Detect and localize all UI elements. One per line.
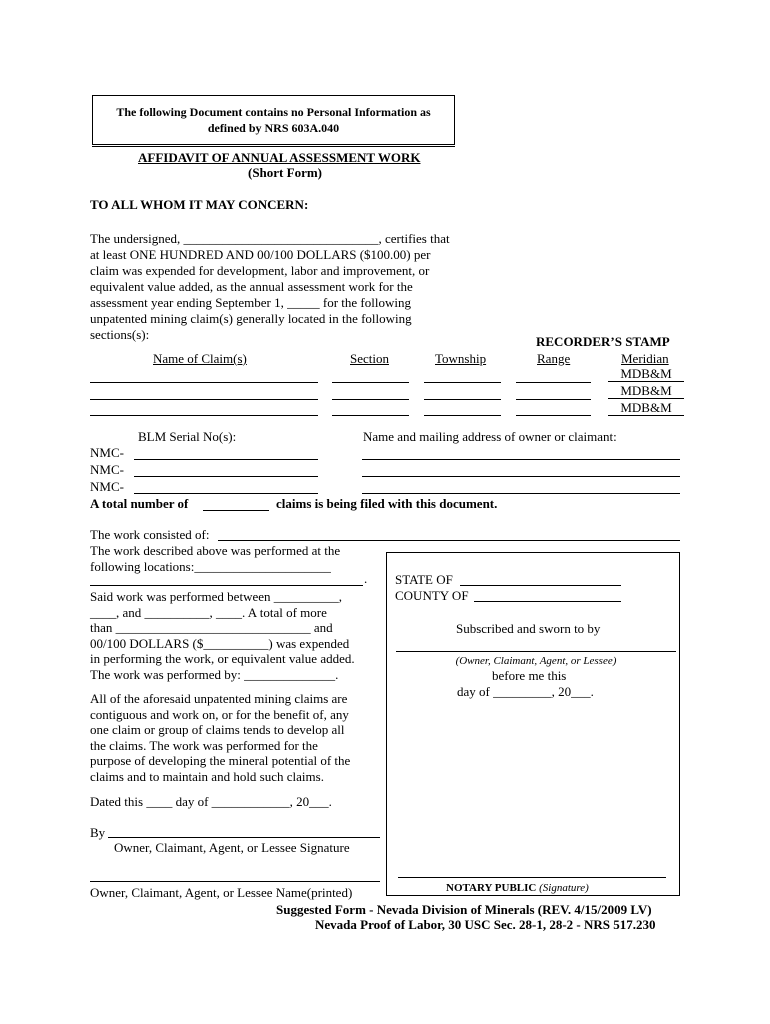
contiguous-line: claims and to maintain and hold such claims. bbox=[90, 769, 324, 784]
owner-address-field[interactable] bbox=[362, 476, 680, 477]
footer-line-1: Suggested Form - Nevada Division of Minerals (REV. 4/15/2009 LV) bbox=[276, 902, 652, 917]
work-location-line: The work described above was performed at the bbox=[90, 543, 341, 558]
county-of-label: COUNTY OF bbox=[395, 588, 469, 603]
no-personal-info-notice bbox=[92, 95, 455, 145]
role-caption: (Owner, Claimant, Agent, or Lessee) bbox=[455, 655, 617, 667]
total-claims-field[interactable] bbox=[203, 510, 269, 511]
blm-serial-field[interactable] bbox=[134, 476, 318, 477]
subscribed-label: Subscribed and sworn to by bbox=[456, 621, 601, 636]
notice-line-1: The following Document contains no Personal Information as bbox=[116, 105, 431, 119]
col-range: Range bbox=[537, 351, 571, 366]
notice-underline bbox=[92, 146, 455, 147]
contiguous-line: the claims. The work was performed for the bbox=[90, 738, 318, 753]
claim-range-field[interactable] bbox=[516, 382, 591, 383]
contiguous-line: purpose of developing the mineral potential of the bbox=[90, 753, 351, 768]
printed-name-caption: Owner, Claimant, Agent, or Lessee Name(printed) bbox=[90, 885, 353, 900]
claim-section-field[interactable] bbox=[332, 415, 409, 416]
notary-signature-field[interactable] bbox=[398, 877, 666, 878]
col-meridian: Meridian bbox=[621, 351, 669, 366]
dated-line: Dated this ____ day of ____________, 20___. bbox=[90, 794, 332, 809]
work-detail-line: in performing the work, or equivalent value added. bbox=[90, 651, 355, 666]
intro-line: at least ONE HUNDRED AND 00/100 DOLLARS ($100.00) per bbox=[90, 247, 431, 262]
blm-serial-label: BLM Serial No(s): bbox=[138, 429, 237, 444]
intro-line: unpatented mining claim(s) generally located in the following bbox=[90, 311, 412, 326]
signature-field[interactable] bbox=[108, 837, 380, 838]
work-detail-line: 00/100 DOLLARS ($__________) was expended bbox=[90, 636, 350, 651]
intro-line: sections(s): bbox=[90, 327, 150, 342]
total-claims-label: A total number of bbox=[90, 496, 189, 511]
blm-serial-field[interactable] bbox=[134, 493, 318, 494]
total-claims-suffix: claims is being filed with this document. bbox=[276, 496, 498, 511]
recorders-stamp-label: RECORDER’S STAMP bbox=[536, 334, 670, 349]
signature-caption: Owner, Claimant, Agent, or Lessee Signature bbox=[114, 840, 350, 855]
work-detail-line: ____, and __________, ____. A total of more bbox=[90, 605, 327, 620]
footer-line-2: Nevada Proof of Labor, 30 USC Sec. 28-1, 28-2 - NRS 517.230 bbox=[315, 917, 656, 932]
meridian-value: MDB&M bbox=[608, 383, 684, 398]
claim-section-field[interactable] bbox=[332, 399, 409, 400]
meridian-value: MDB&M bbox=[608, 366, 684, 381]
col-township: Township bbox=[435, 351, 487, 366]
form-title: AFFIDAVIT OF ANNUAL ASSESSMENT WORK bbox=[138, 150, 421, 165]
meridian-value: MDB&M bbox=[608, 400, 684, 415]
intro-line: The undersigned, ______________________________, certifies that bbox=[90, 231, 450, 246]
notary-public-caption: NOTARY PUBLIC (Signature) bbox=[446, 882, 589, 894]
work-location-line: following locations:_____________________ bbox=[90, 559, 331, 574]
work-consisted-label: The work consisted of: bbox=[90, 527, 210, 542]
affiant-name-field[interactable] bbox=[396, 651, 676, 652]
work-detail-line: Said work was performed between __________, bbox=[90, 589, 342, 604]
work-location-field[interactable] bbox=[90, 585, 363, 586]
form-subtitle: (Short Form) bbox=[248, 165, 323, 180]
owner-address-field[interactable] bbox=[362, 493, 680, 494]
work-consisted-field[interactable] bbox=[218, 540, 680, 541]
work-detail-line: than ______________________________ and bbox=[90, 620, 333, 635]
intro-line: equivalent value added, as the annual assessment work for the bbox=[90, 279, 413, 294]
col-section: Section bbox=[350, 351, 389, 366]
col-name-of-claims: Name of Claim(s) bbox=[153, 351, 247, 366]
by-label: By bbox=[90, 825, 106, 840]
notice-line-2: defined by NRS 603A.040 bbox=[207, 121, 340, 135]
state-of-label: STATE OF bbox=[395, 572, 453, 587]
work-detail-line: The work was performed by: ______________. bbox=[90, 667, 339, 682]
day-of-label: day of _________, 20___. bbox=[457, 684, 594, 699]
owner-address-field[interactable] bbox=[362, 459, 680, 460]
claim-range-field[interactable] bbox=[516, 415, 591, 416]
owner-address-label: Name and mailing address of owner or claimant: bbox=[363, 429, 617, 444]
claim-township-field[interactable] bbox=[424, 415, 501, 416]
contiguous-line: one claim or group of claims tends to develop all bbox=[90, 722, 345, 737]
state-field[interactable] bbox=[460, 585, 621, 586]
intro-line: assessment year ending September 1, _____ for the following bbox=[90, 295, 411, 310]
claim-name-field[interactable] bbox=[90, 382, 318, 383]
claim-range-field[interactable] bbox=[516, 399, 591, 400]
contiguous-line: All of the aforesaid unpatented mining claims are bbox=[90, 691, 348, 706]
before-me-label: before me this bbox=[492, 668, 567, 683]
claim-township-field[interactable] bbox=[424, 399, 501, 400]
contiguous-line: contiguous and work on, or for the benefit of, any bbox=[90, 707, 349, 722]
nmc-prefix: NMC- bbox=[90, 462, 124, 477]
nmc-prefix: NMC- bbox=[90, 445, 124, 460]
nmc-prefix: NMC- bbox=[90, 479, 124, 494]
blm-serial-field[interactable] bbox=[134, 459, 318, 460]
intro-line: claim was expended for development, labor and improvement, or bbox=[90, 263, 430, 278]
claim-section-field[interactable] bbox=[332, 382, 409, 383]
claim-name-field[interactable] bbox=[90, 399, 318, 400]
location-period: . bbox=[364, 571, 368, 586]
claim-township-field[interactable] bbox=[424, 382, 501, 383]
claim-name-field[interactable] bbox=[90, 415, 318, 416]
salutation: TO ALL WHOM IT MAY CONCERN: bbox=[90, 197, 309, 212]
county-field[interactable] bbox=[474, 601, 621, 602]
printed-name-field[interactable] bbox=[90, 881, 380, 882]
